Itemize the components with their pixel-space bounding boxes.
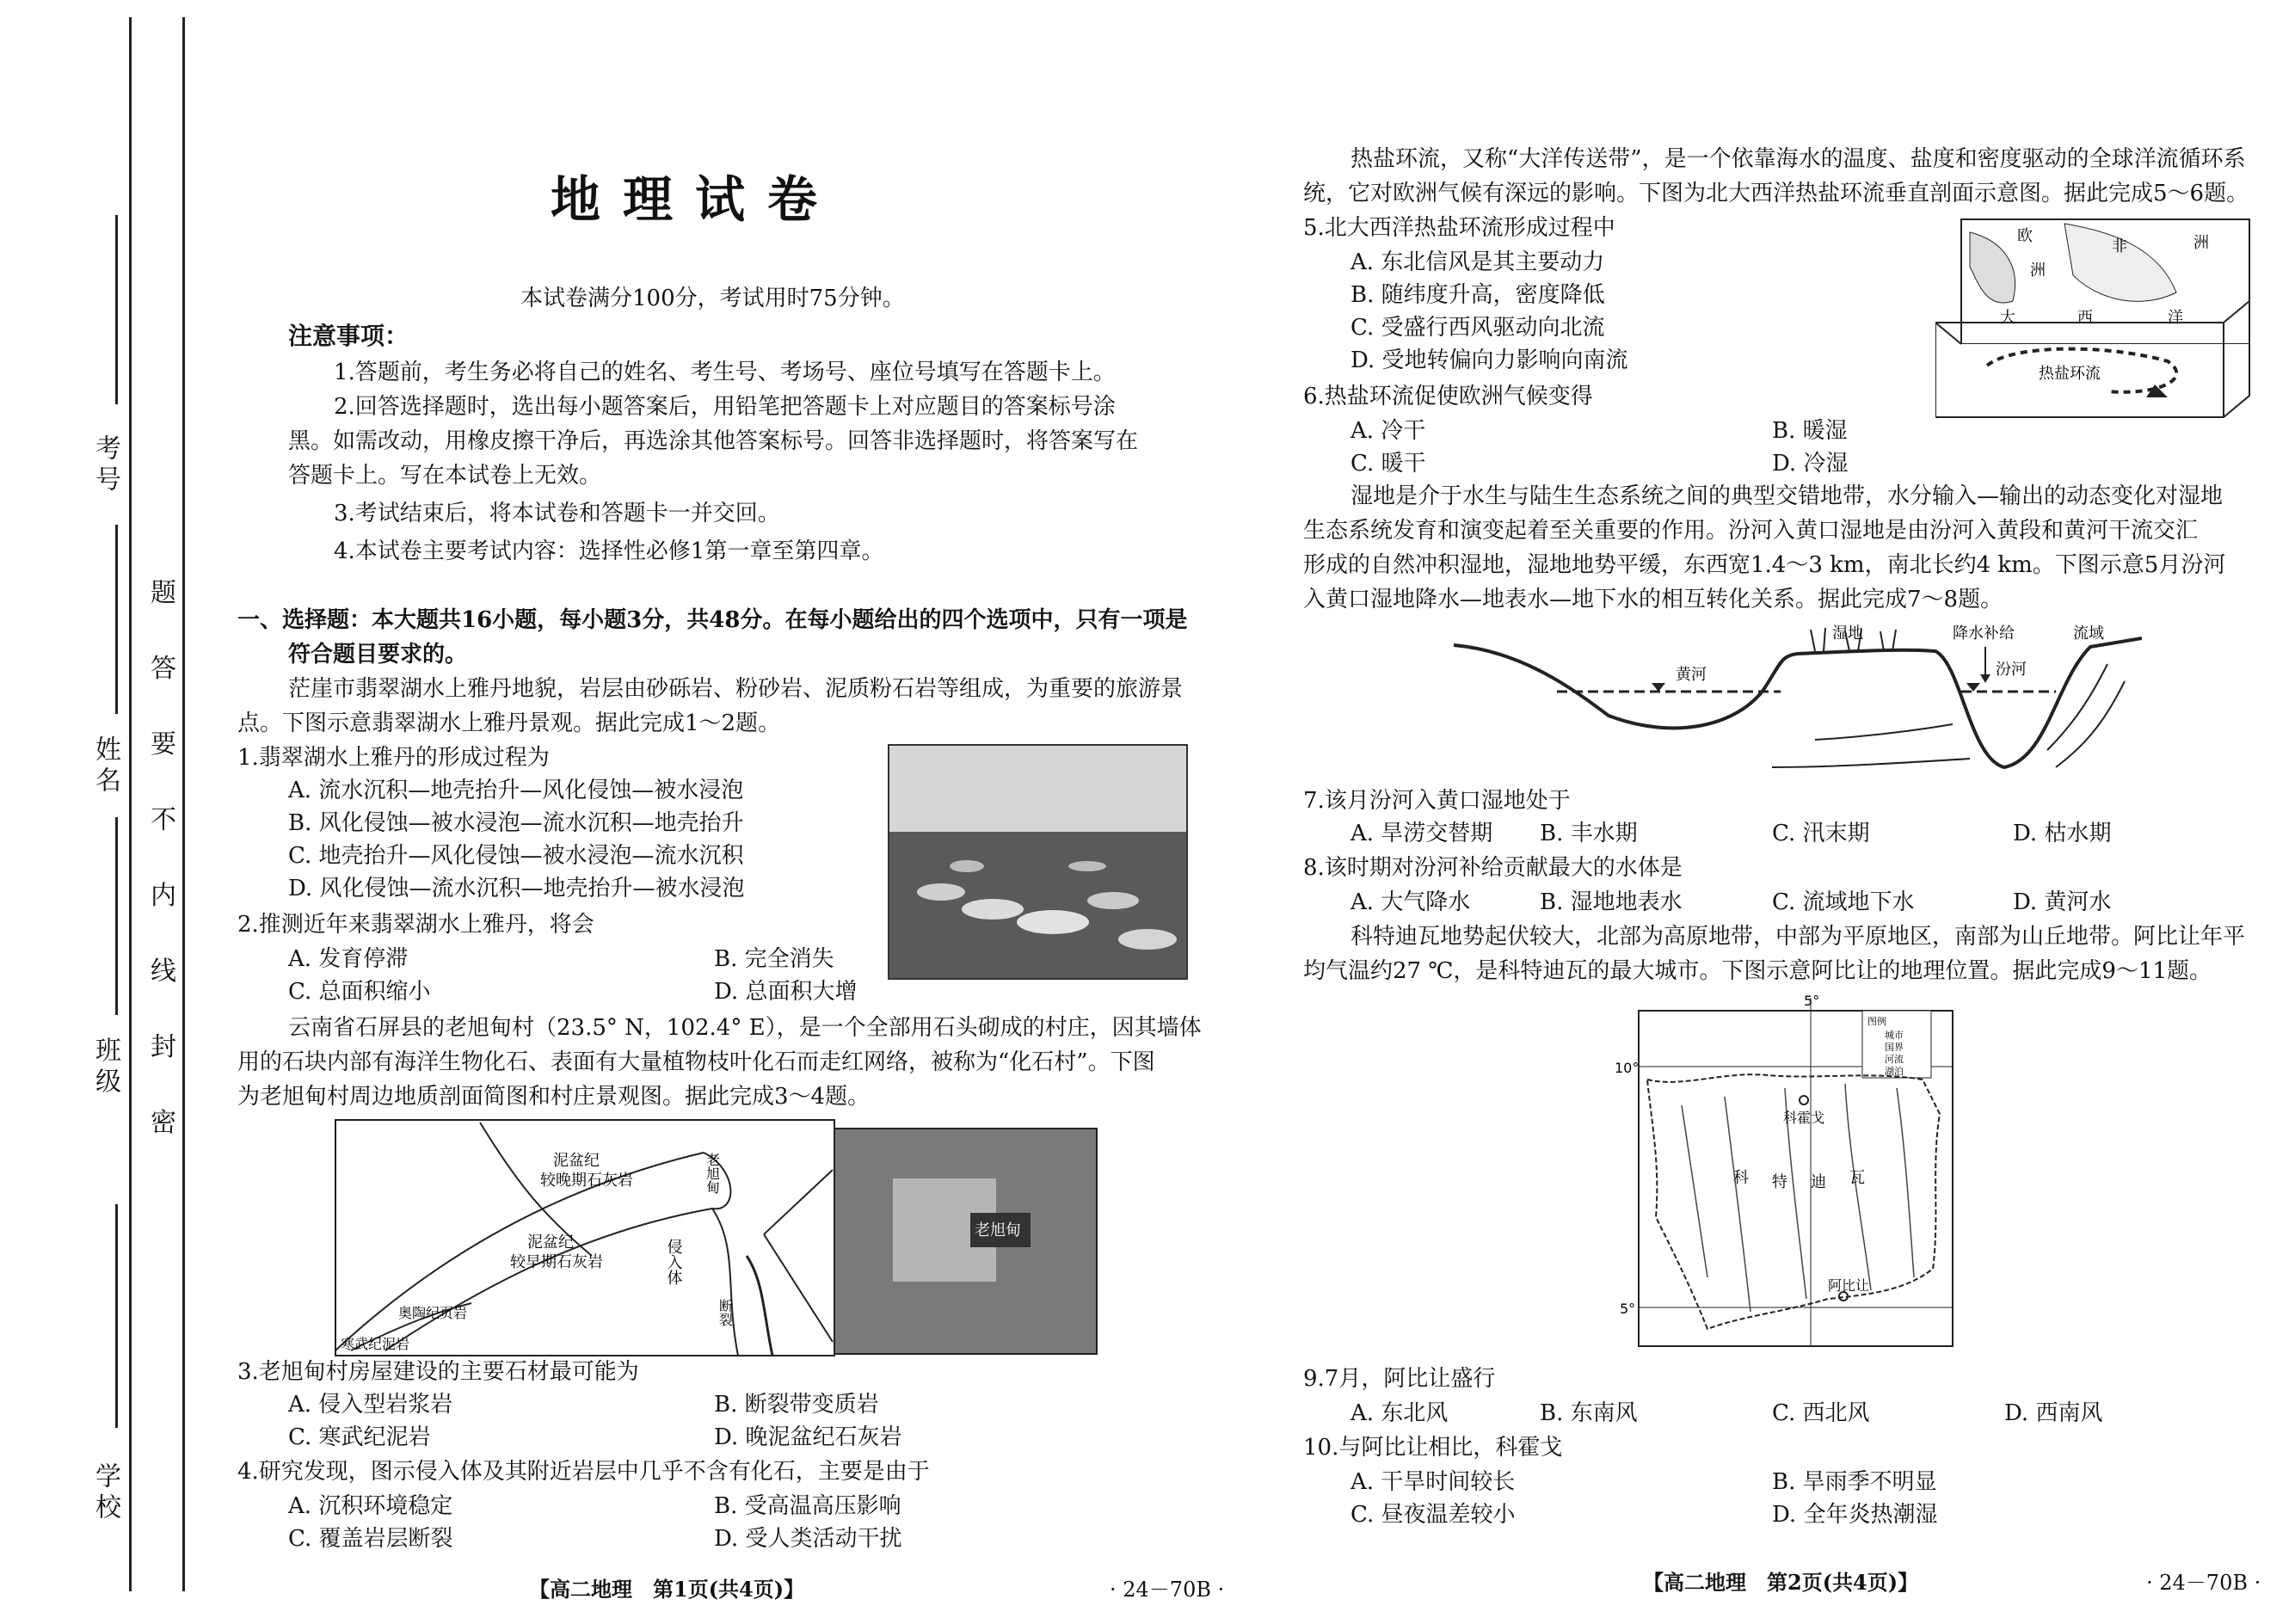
intro-7-8c: 形成的自然冲积湿地，湿地地势平缓，东西宽1.4～3 km，南北长约4 km。下图示意5月汾河 bbox=[1303, 552, 2226, 578]
q8-stem: 8.该时期对汾河补给贡献最大的水体是 bbox=[1303, 855, 1683, 881]
q4-stem: 4.研究发现，图示侵入体及其附近岩层中几乎不含有化石，主要是由于 bbox=[237, 1459, 930, 1485]
atl-eu2: 洲 bbox=[2030, 261, 2046, 280]
q2-stem: 2.推测近年来翡翠湖水上雅丹，将会 bbox=[237, 912, 594, 938]
binding-line-inner bbox=[182, 17, 185, 1591]
map-k4: 瓦 bbox=[1849, 1169, 1865, 1187]
village-sign: 老旭甸 bbox=[975, 1221, 1021, 1240]
q10-option-d[interactable]: D. 全年炎热潮湿 bbox=[1772, 1502, 1938, 1528]
q1-stem: 1.翡翠湖水上雅丹的形成过程为 bbox=[237, 745, 550, 771]
intro-1-2: 茫崖市翡翠湖水上雅丹地貌，岩层由砂砾岩、粉砂岩、泥质粉石岩等组成，为重要的旅游景 bbox=[288, 676, 1184, 702]
wet-rain: 降水补给 bbox=[1953, 624, 2015, 643]
footer-left-page: 【高二地理 第1页(共4页)】 bbox=[529, 1577, 805, 1602]
geo-label-1: 泥盆纪 bbox=[553, 1152, 600, 1170]
map-k1: 科 bbox=[1733, 1169, 1749, 1187]
q5-stem: 5.北大西洋热盐环流形成过程中 bbox=[1303, 215, 1615, 241]
geo-label-2b: 较早期石灰岩 bbox=[510, 1253, 603, 1271]
q5-option-c[interactable]: C. 受盛行西风驱动向北流 bbox=[1351, 315, 1605, 341]
q6-option-d[interactable]: D. 冷湿 bbox=[1772, 451, 1849, 477]
q7-option-b[interactable]: B. 丰水期 bbox=[1540, 821, 1638, 846]
seal-char: 线 bbox=[151, 957, 176, 987]
geo-label-4: 奥陶纪页岩 bbox=[398, 1305, 468, 1321]
intro-9-11: 科特迪瓦地势起伏较大，北部为高原地带，中部为平原地区，南部为山丘地带。阿比让年平 bbox=[1351, 924, 2246, 950]
seal-char: 题 bbox=[151, 578, 176, 608]
seal-text bbox=[146, 568, 181, 1149]
atl-zhou: 洲 bbox=[2193, 234, 2209, 252]
seal-char: 答 bbox=[151, 654, 176, 684]
map-legend-2: 国界 bbox=[1885, 1042, 1904, 1053]
atl-eu1: 欧 bbox=[2017, 227, 2033, 245]
q5-option-d[interactable]: D. 受地转偏向力影响向南流 bbox=[1351, 348, 1628, 373]
map-legend-3: 河流 bbox=[1885, 1054, 1904, 1065]
q4-option-c[interactable]: C. 覆盖岩层断裂 bbox=[288, 1526, 453, 1552]
note-2c: 答题卡上。写在本试卷上无效。 bbox=[288, 463, 602, 489]
intro-5-6: 热盐环流，又称“大洋传送带”，是一个依靠海水的温度、盐度和密度驱动的全球洋流循环系 bbox=[1351, 146, 2246, 172]
q9-option-a[interactable]: A. 东北风 bbox=[1351, 1400, 1449, 1426]
binding-line bbox=[129, 17, 132, 1591]
school-blank[interactable] bbox=[115, 1204, 118, 1428]
q9-option-d[interactable]: D. 西南风 bbox=[2004, 1400, 2103, 1426]
class-blank[interactable] bbox=[115, 817, 118, 1015]
q1-option-c[interactable]: C. 地壳抬升—风化侵蚀—被水浸泡—流水沉积 bbox=[288, 843, 744, 869]
wet-wetland: 湿地 bbox=[1832, 624, 1863, 643]
q9-stem: 9.7月，阿比让盛行 bbox=[1303, 1366, 1496, 1392]
map-lat10: 10° bbox=[1615, 1060, 1640, 1076]
q2-option-c[interactable]: C. 总面积缩小 bbox=[288, 979, 431, 1005]
intro-3-4c: 为老旭甸村周边地质剖面简图和村庄景观图。据此完成3～4题。 bbox=[237, 1084, 871, 1110]
intro-7-8d: 入黄口湿地降水—地表水—地下水的相互转化关系。据此完成7～8题。 bbox=[1303, 587, 2003, 612]
geo-fault-label: 断裂 bbox=[717, 1299, 734, 1326]
q7-option-d[interactable]: D. 枯水期 bbox=[2013, 821, 2112, 846]
atl-xi: 西 bbox=[2077, 309, 2093, 327]
q7-option-a[interactable]: A. 旱涝交替期 bbox=[1351, 821, 1493, 846]
atl-af: 非 bbox=[2112, 237, 2127, 255]
intro-5-6b: 统，它对欧洲气候有深远的影响。下图为北大西洋热盐环流垂直剖面示意图。据此完成5～6题。 bbox=[1303, 181, 2249, 206]
yardang-photo bbox=[888, 744, 1188, 980]
wet-basin: 流域 bbox=[2073, 624, 2104, 643]
name-label: 姓名 bbox=[90, 735, 120, 797]
geo-label-5: 寒武纪泥岩 bbox=[341, 1336, 410, 1352]
intro-3-4b: 用的石块内部有海洋生物化石、表面有大量植物枝叶化石而走红网络，被称为“化石村”。下图 bbox=[237, 1049, 1155, 1075]
q10-stem: 10.与阿比让相比，科霍戈 bbox=[1303, 1435, 1563, 1461]
q7-option-c[interactable]: C. 汛末期 bbox=[1772, 821, 1870, 846]
map-legend-title: 图例 bbox=[1867, 1016, 1886, 1027]
yardang-photo-art bbox=[889, 746, 1186, 978]
intro-7-8b: 生态系统发育和演变起着至关重要的作用。汾河入黄口湿地是由汾河入黄段和黄河干流交汇 bbox=[1303, 518, 2199, 544]
atl-da: 大 bbox=[2000, 309, 2015, 327]
note-2b: 黑。如需改动，用橡皮擦干净后，再选涂其他答案标号。回答非选择题时，将答案写在 bbox=[288, 428, 1139, 454]
map-city-korhogo: 科霍戈 bbox=[1783, 1110, 1825, 1126]
q2-option-b[interactable]: B. 完全消失 bbox=[714, 946, 834, 972]
q3-option-a[interactable]: A. 侵入型岩浆岩 bbox=[288, 1392, 453, 1418]
wet-fen: 汾河 bbox=[1996, 661, 2027, 679]
q4-option-d[interactable]: D. 受人类活动干扰 bbox=[714, 1526, 902, 1552]
q3-stem: 3.老旭甸村房屋建设的主要石材最可能为 bbox=[237, 1359, 639, 1385]
seal-char: 封 bbox=[151, 1032, 176, 1062]
q8-option-b[interactable]: B. 湿地地表水 bbox=[1540, 889, 1683, 915]
map-legend-1: 城市 bbox=[1885, 1030, 1904, 1041]
atl-yang: 洋 bbox=[2168, 309, 2183, 327]
thermohaline-figure bbox=[1935, 215, 2254, 421]
map-legend-4: 湖泊 bbox=[1885, 1066, 1904, 1077]
wetland-figure bbox=[1454, 612, 2142, 784]
map-lat5: 5° bbox=[1620, 1301, 1636, 1317]
q10-option-b[interactable]: B. 旱雨季不明显 bbox=[1772, 1469, 1937, 1495]
note-2: 2.回答选择题时，选出每小题答案后，用铅笔把答题卡上对应题目的答案标号涂 bbox=[334, 394, 1116, 420]
note-1: 1.答题前，考生务必将自己的姓名、考生号、考场号、座位号填写在答题卡上。 bbox=[334, 360, 1116, 385]
atl-label: 热盐环流 bbox=[2039, 365, 2101, 383]
geologic-section-figure bbox=[334, 1118, 1108, 1359]
geo-village-label: 老旭甸 bbox=[704, 1153, 721, 1194]
seal-char: 内 bbox=[151, 881, 176, 911]
q10-option-c[interactable]: C. 昼夜温差较小 bbox=[1351, 1502, 1516, 1528]
q4-option-a[interactable]: A. 沉积环境稳定 bbox=[288, 1493, 453, 1519]
q1-option-d[interactable]: D. 风化侵蚀—流水沉积—地壳抬升—被水浸泡 bbox=[288, 876, 745, 901]
exam-meta: 本试卷满分100分，考试用时75分钟。 bbox=[520, 286, 905, 311]
q5-option-a[interactable]: A. 东北信风是其主要动力 bbox=[1351, 249, 1605, 275]
q8-option-c[interactable]: C. 流域地下水 bbox=[1772, 889, 1915, 915]
q10-option-a[interactable]: A. 干旱时间较长 bbox=[1351, 1469, 1516, 1495]
geo-label-2: 泥盆纪 bbox=[527, 1233, 574, 1252]
exam-no-blank[interactable] bbox=[115, 215, 118, 404]
map-city-abidjan: 阿比让 bbox=[1828, 1277, 1870, 1294]
q1-option-b[interactable]: B. 风化侵蚀—被水浸泡—流水沉积—地壳抬升 bbox=[288, 810, 744, 836]
q6-option-b[interactable]: B. 暖湿 bbox=[1772, 418, 1848, 444]
seal-char: 密 bbox=[151, 1108, 176, 1138]
q3-option-d[interactable]: D. 晚泥盆纪石灰岩 bbox=[714, 1424, 902, 1450]
notes-heading: 注意事项： bbox=[288, 322, 409, 350]
map-k2: 特 bbox=[1772, 1173, 1787, 1191]
seal-char: 不 bbox=[151, 805, 176, 835]
q9-option-b[interactable]: B. 东南风 bbox=[1540, 1400, 1638, 1426]
q5-option-b[interactable]: B. 随纬度升高，密度降低 bbox=[1351, 282, 1605, 308]
geo-label-3: 侵入体 bbox=[664, 1239, 683, 1285]
q2-option-d[interactable]: D. 总面积大增 bbox=[714, 979, 858, 1005]
note-4: 4.本试卷主要考试内容：选择性必修1第一章至第四章。 bbox=[334, 538, 884, 564]
footer-right-code: · 24－70B · bbox=[2146, 1571, 2261, 1595]
q3-option-c[interactable]: C. 寒武纪泥岩 bbox=[288, 1424, 431, 1450]
name-blank[interactable] bbox=[115, 525, 118, 714]
q8-option-a[interactable]: A. 大气降水 bbox=[1351, 889, 1471, 915]
section-heading-2: 符合题目要求的。 bbox=[288, 642, 468, 667]
q7-stem: 7.该月汾河入黄口湿地处于 bbox=[1303, 788, 1571, 814]
intro-1-2b: 点。下图示意翡翠湖水上雅丹景观。据此完成1～2题。 bbox=[237, 710, 781, 736]
intro-7-8: 湿地是介于水生与陆生生态系统之间的典型交错地带，水分输入—输出的动态变化对湿地 bbox=[1351, 483, 2224, 509]
q6-stem: 6.热盐环流促使欧洲气候变得 bbox=[1303, 384, 1593, 409]
intro-3-4: 云南省石屏县的老旭甸村（23.5° N，102.4° E），是一个全部用石头砌成的村庄，因其墙体 bbox=[288, 1015, 1202, 1041]
intro-9-11b: 均气温约27 ℃，是科特迪瓦的最大城市。下图示意阿比让的地理位置。据此完成9～11题。 bbox=[1303, 958, 2212, 984]
q8-option-d[interactable]: D. 黄河水 bbox=[2013, 889, 2112, 915]
class-label: 班级 bbox=[90, 1037, 120, 1098]
map-k3: 迪 bbox=[1811, 1173, 1826, 1191]
footer-left-code: · 24－70B · bbox=[1110, 1578, 1225, 1602]
footer-right-page: 【高二地理 第2页(共4页)】 bbox=[1643, 1570, 1919, 1595]
q2-option-a[interactable]: A. 发育停滞 bbox=[288, 946, 409, 972]
wet-yellow: 黄河 bbox=[1676, 666, 1707, 684]
q9-option-c[interactable]: C. 西北风 bbox=[1772, 1400, 1870, 1426]
q6-option-a[interactable]: A. 冷干 bbox=[1351, 418, 1426, 444]
q6-option-c[interactable]: C. 暖干 bbox=[1351, 451, 1426, 477]
section-heading: 一、选择题：本大题共16小题，每小题3分，共48分。在每小题给出的四个选项中，只有一项是 bbox=[237, 607, 1188, 633]
page-title: 地理试卷 bbox=[551, 170, 840, 229]
exam-no-label: 考号 bbox=[90, 434, 120, 496]
map-lon5: 5° bbox=[1804, 993, 1820, 1009]
q1-option-a[interactable]: A. 流水沉积—地壳抬升—风化侵蚀—被水浸泡 bbox=[288, 778, 744, 803]
seal-char: 要 bbox=[151, 729, 176, 760]
geo-label-1b: 较晚期石灰岩 bbox=[540, 1172, 633, 1190]
school-label: 学校 bbox=[90, 1462, 120, 1524]
cote-divoire-map bbox=[1613, 993, 1957, 1355]
q3-option-b[interactable]: B. 断裂带变质岩 bbox=[714, 1392, 879, 1418]
note-3: 3.考试结束后，将本试卷和答题卡一并交回。 bbox=[334, 501, 780, 526]
q4-option-b[interactable]: B. 受高温高压影响 bbox=[714, 1493, 901, 1519]
